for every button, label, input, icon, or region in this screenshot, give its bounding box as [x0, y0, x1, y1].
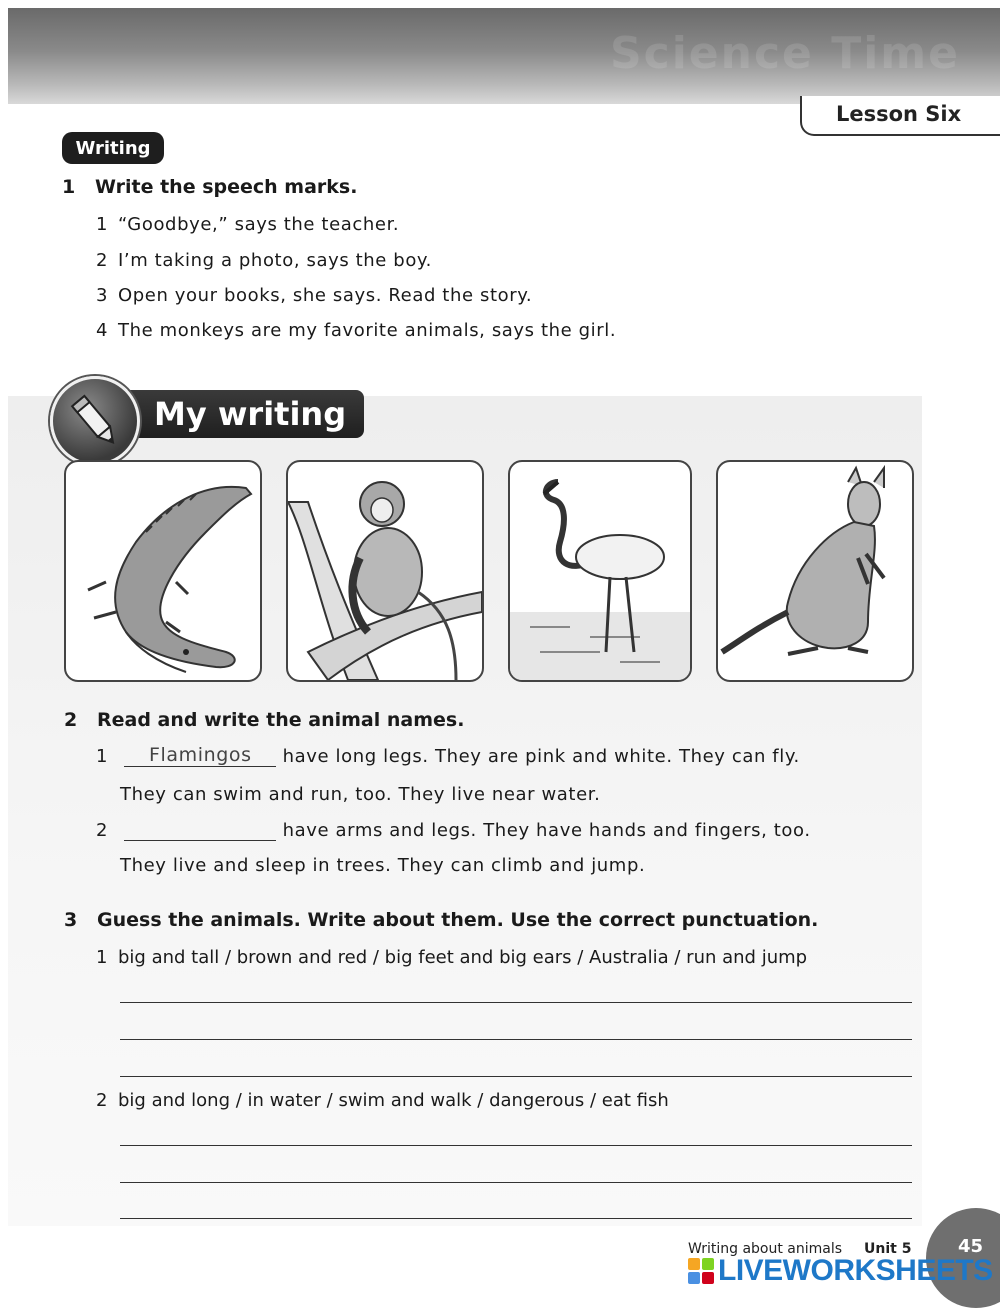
answer-line[interactable] — [120, 1182, 912, 1183]
item-number: 4 — [96, 320, 109, 341]
monkey-icon — [288, 462, 482, 680]
answer-line[interactable] — [120, 1039, 912, 1040]
item-text: The monkeys are my favorite animals, says the girl. — [118, 320, 617, 341]
item-text: I’m taking a photo, says the boy. — [118, 250, 432, 271]
pencil-icon — [50, 376, 140, 466]
item-number: 2 — [96, 1090, 108, 1111]
item-number: 1 — [96, 746, 109, 767]
answer-blank-2[interactable] — [124, 818, 276, 841]
kangaroo-icon — [718, 462, 912, 680]
item-text: Open your books, she says. Read the story. — [118, 285, 533, 306]
picture-kangaroo — [716, 460, 914, 682]
q2-item-2-line2: They live and sleep in trees. They can climb and jump. — [120, 855, 646, 876]
liveworksheets-logo — [688, 1254, 993, 1288]
answer-line[interactable] — [120, 1002, 912, 1003]
picture-monkey — [286, 460, 484, 682]
banner-ghost-title: Science Time — [609, 28, 960, 79]
q2-instruction: Read and write the animal names. — [97, 709, 465, 731]
footer-caption: Writing about animals — [688, 1241, 843, 1257]
picture-flamingo — [508, 460, 692, 682]
footer-unit: Unit 5 — [864, 1241, 912, 1257]
item-prompt: big and long / in water / swim and walk / dangerous / eat fish — [118, 1090, 669, 1111]
answer-blank-1[interactable]: Flamingos — [124, 744, 276, 767]
flamingo-icon — [510, 462, 690, 680]
q3-item-1 — [96, 947, 807, 968]
section-pill-writing: Writing — [62, 132, 164, 164]
crocodile-icon — [66, 462, 260, 680]
item-text: have arms and legs. They have hands and fingers, too. — [282, 820, 811, 841]
q2-number: 2 — [64, 709, 78, 731]
q2-item-1 — [96, 744, 800, 767]
top-banner — [8, 8, 1000, 104]
item-number: 2 — [96, 250, 109, 271]
answer-line[interactable] — [120, 1218, 912, 1219]
q3-instruction: Guess the animals. Write about them. Use the correct punctuation. — [97, 909, 819, 931]
q1-item-2[interactable] — [96, 250, 432, 271]
q3-number: 3 — [64, 909, 78, 931]
answer-line[interactable] — [120, 1076, 912, 1077]
q2-item-1-line2: They can swim and run, too. They live near water. — [120, 784, 601, 805]
item-number: 1 — [96, 947, 108, 968]
picture-crocodile — [64, 460, 262, 682]
item-number: 3 — [96, 285, 109, 306]
item-text: “Goodbye,” says the teacher. — [118, 214, 400, 235]
item-prompt: big and tall / brown and red / big feet and big ears / Australia / run and jump — [118, 947, 808, 968]
q1-item-1[interactable] — [96, 214, 399, 235]
q1-item-4[interactable] — [96, 320, 616, 341]
lesson-tab — [800, 96, 1000, 136]
answer-line[interactable] — [120, 1145, 912, 1146]
q2-item-2 — [96, 818, 811, 841]
my-writing-title: My writing — [96, 390, 364, 438]
page-number: 45 — [958, 1236, 984, 1257]
q1-item-3[interactable] — [96, 285, 532, 306]
lesson-title: Lesson Six — [836, 102, 962, 126]
liveworksheets-logo-icon — [688, 1258, 714, 1284]
item-number: 1 — [96, 214, 109, 235]
q3-item-2 — [96, 1090, 669, 1111]
q1-instruction: Write the speech marks. — [95, 176, 358, 198]
item-text: have long legs. They are pink and white. They can fly. — [282, 746, 800, 767]
liveworksheets-brand: LIVEWORKSHEETS — [718, 1254, 993, 1287]
q1-number: 1 — [62, 176, 76, 198]
item-number: 2 — [96, 820, 109, 841]
